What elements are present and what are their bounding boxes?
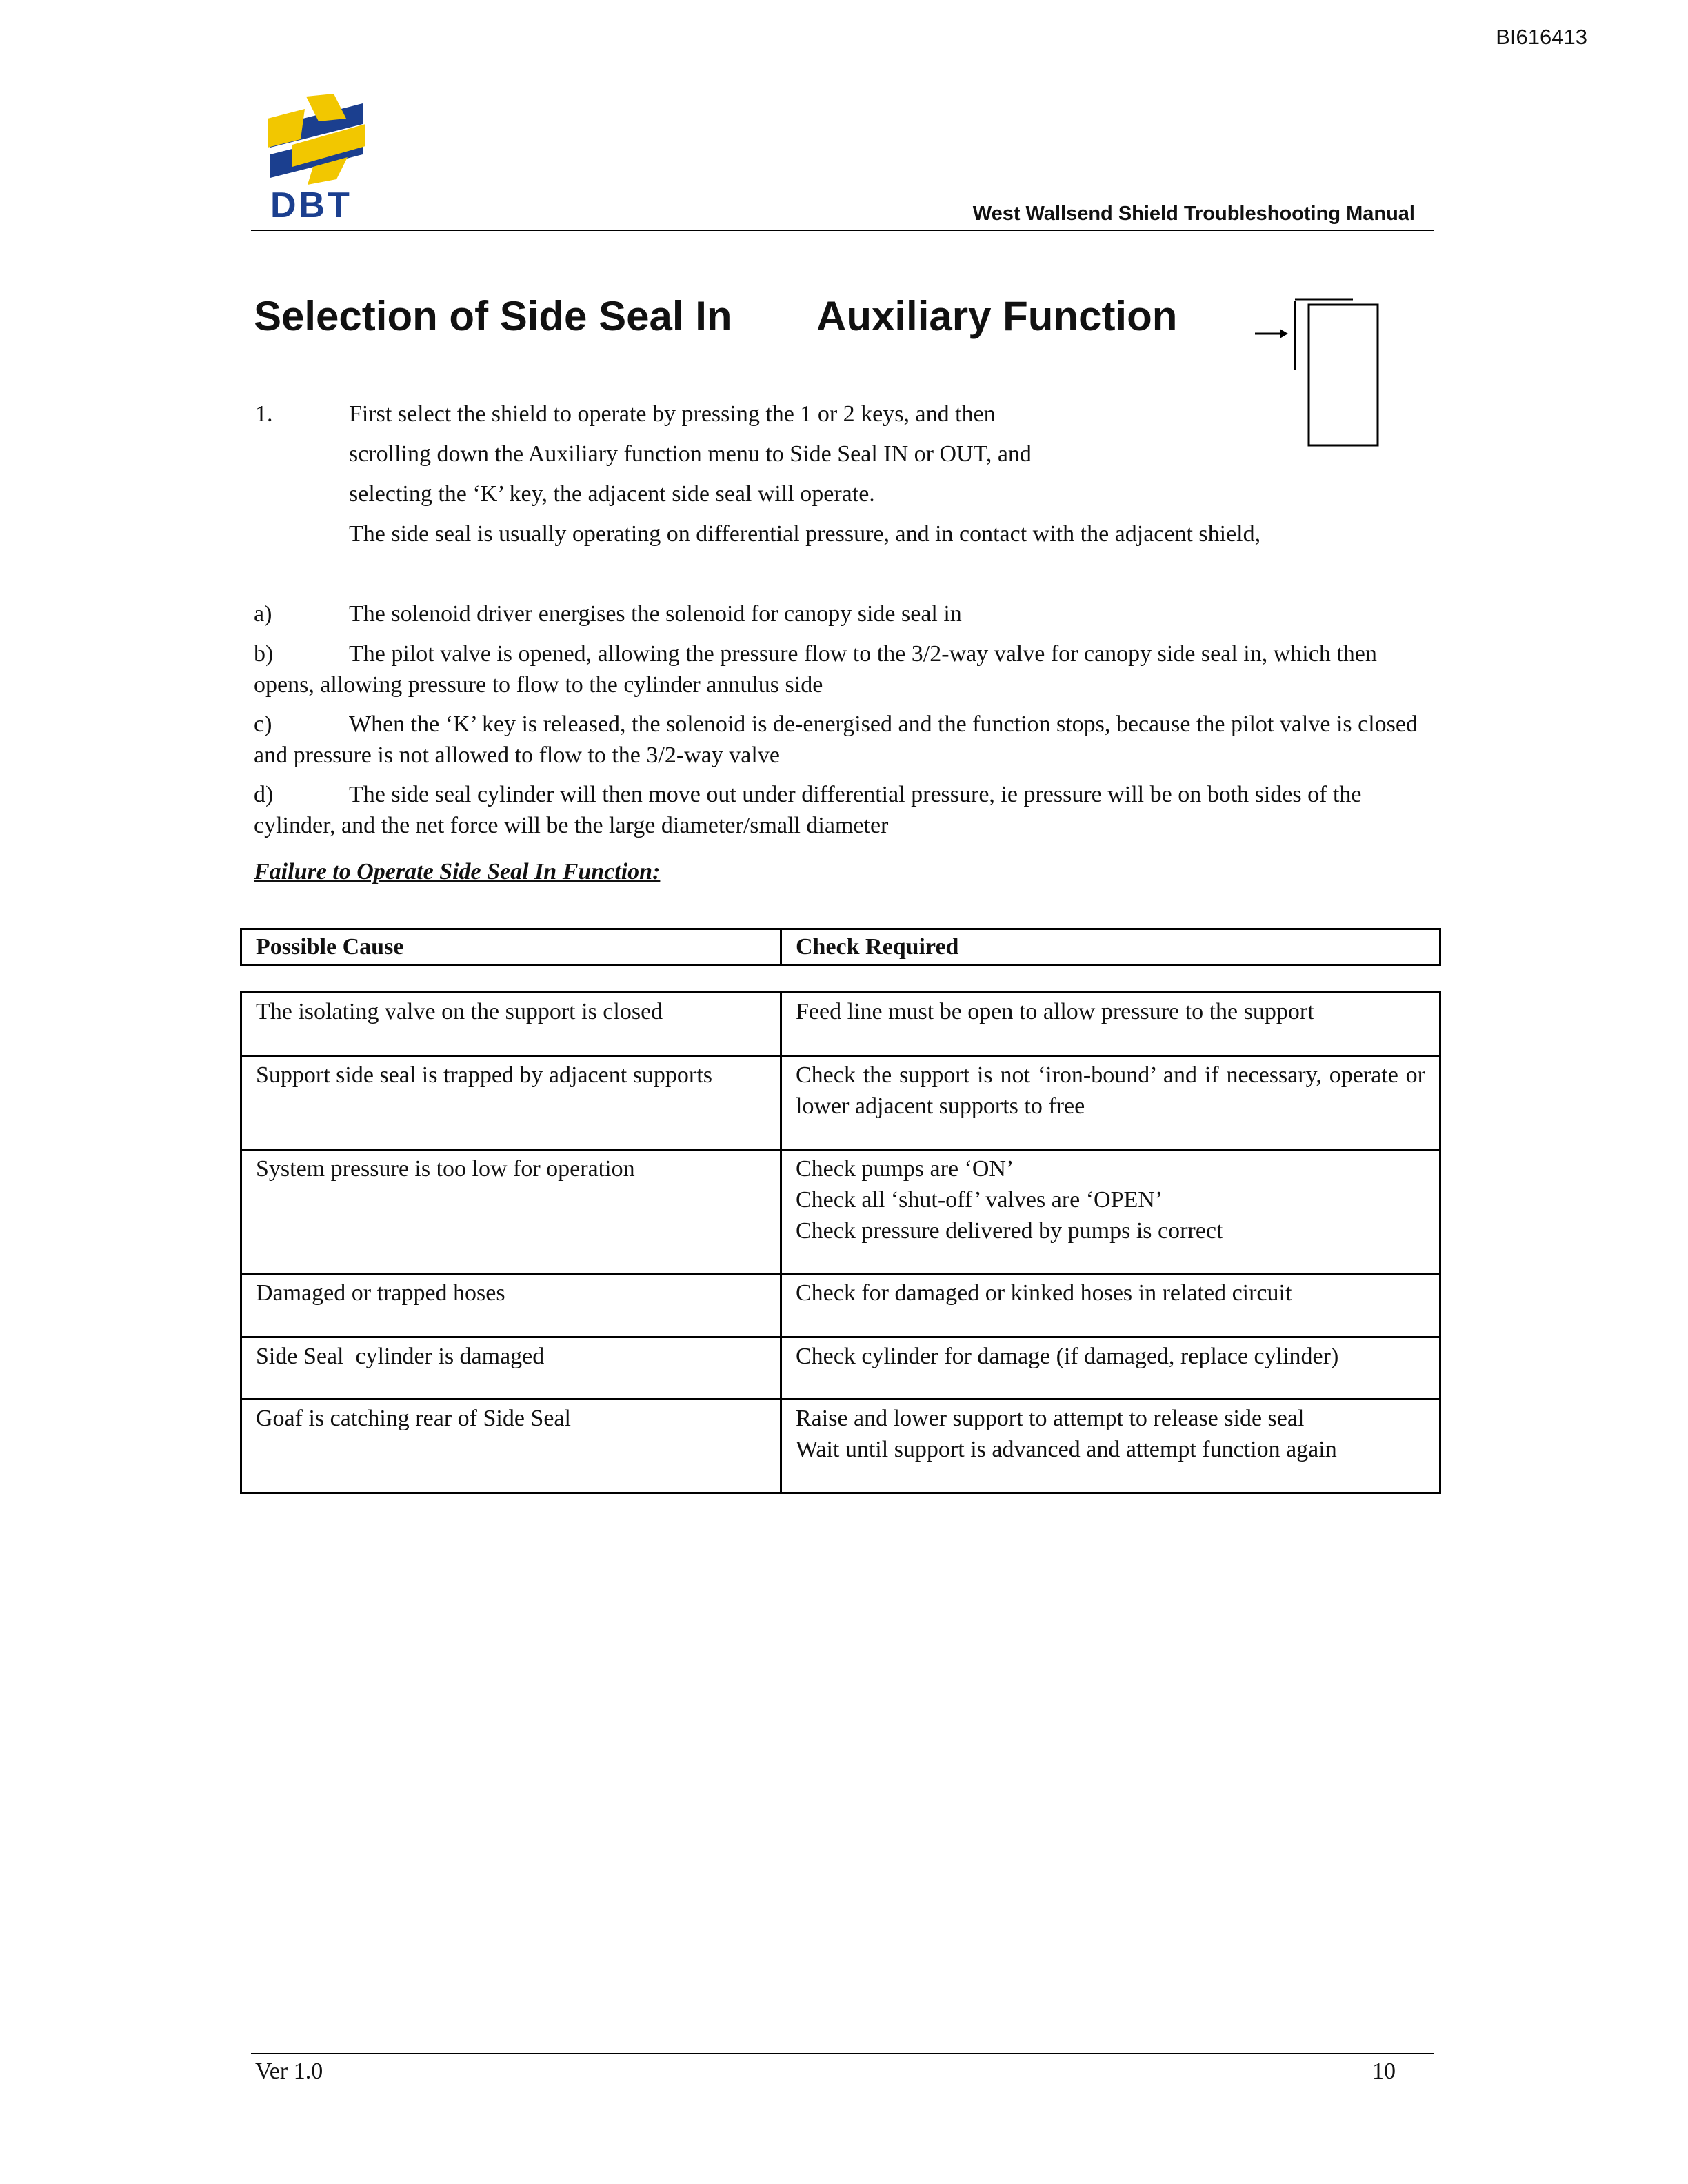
- table-header: [240, 928, 1441, 966]
- intro-line: selecting the ‘K’ key, the adjacent side seal will operate.: [349, 481, 875, 507]
- step-text: The pilot valve is opened, allowing the pressure flow to the 3/2-way valve for canopy side seal in, which then opens, allowing pressure to flow to the cylinder annulus side: [254, 641, 1377, 698]
- step-text: When the ‘K’ key is released, the solenoid is de-energised and the function stops, because the pilot valve is closed and pressure is not allowed to flow to the 3/2-way valve: [254, 711, 1418, 768]
- document-id: BI616413: [1496, 25, 1587, 49]
- intro-line: First select the shield to operate by pressing the 1 or 2 keys, and then: [349, 401, 996, 427]
- check-text: Raise and lower support to attempt to release side seal: [796, 1406, 1305, 1431]
- check-cell: [781, 1399, 1440, 1493]
- cause-cell: [241, 1150, 781, 1274]
- check-text: Wait until support is advanced and attempt function again: [796, 1437, 1337, 1462]
- table-row: [241, 1150, 1440, 1274]
- logo-text: DBT: [270, 185, 352, 225]
- check-cell: [781, 1056, 1440, 1150]
- cause-cell: [241, 1056, 781, 1150]
- check-text: Check all ‘shut-off’ valves are ‘OPEN’: [796, 1187, 1163, 1213]
- step-item: [254, 598, 1433, 629]
- check-text: Check cylinder for damage (if damaged, replace cylinder): [796, 1344, 1339, 1369]
- cause-cell: [241, 993, 781, 1056]
- footer-divider: [251, 2053, 1434, 2054]
- check-text: Check for damaged or kinked hoses in related circuit: [796, 1280, 1292, 1306]
- failure-heading: Failure to Operate Side Seal In Function:: [254, 859, 661, 884]
- cause-text: System pressure is too low for operation: [256, 1156, 635, 1182]
- cause-cell: [241, 1337, 781, 1399]
- step-label: c): [254, 711, 272, 737]
- table-row: [241, 1056, 1440, 1150]
- step-item: [254, 779, 1433, 841]
- cause-cell: [241, 1399, 781, 1493]
- step-text: The solenoid driver energises the solenoid for canopy side seal in: [349, 601, 962, 627]
- step-item: [254, 709, 1433, 771]
- check-cell: [781, 993, 1440, 1056]
- cause-text: Damaged or trapped hoses: [256, 1280, 505, 1306]
- header-title: West Wallsend Shield Troubleshooting Manual: [972, 203, 1415, 225]
- step-text: The side seal cylinder will then move out under differential pressure, ie pressure will be on both sides of the cylinder, and the net force will be the large diameter/small diameter: [254, 782, 1362, 838]
- step-label: a): [254, 601, 272, 627]
- intro-number: 1.: [255, 401, 273, 427]
- column-header-check: Check Required: [781, 929, 1440, 965]
- check-text: Check pressure delivered by pumps is correct: [796, 1218, 1223, 1244]
- page-title-function: Auxiliary Function: [816, 293, 1178, 339]
- check-text: Check pumps are ‘ON’: [796, 1156, 1014, 1182]
- check-cell: [781, 1274, 1440, 1337]
- intro-line: scrolling down the Auxiliary function menu to Side Seal IN or OUT, and: [349, 441, 1032, 467]
- check-text: Feed line must be open to allow pressure to the support: [796, 999, 1314, 1024]
- cause-text: The isolating valve on the support is closed: [256, 999, 663, 1024]
- cause-cell: [241, 1274, 781, 1337]
- footer-version: Ver 1.0: [255, 2059, 323, 2084]
- step-label: d): [254, 782, 274, 807]
- cause-text: Goaf is catching rear of Side Seal: [256, 1406, 571, 1431]
- page-title: Selection of Side Seal In: [254, 293, 732, 339]
- column-header-cause: Possible Cause: [241, 929, 781, 965]
- troubleshooting-table: [240, 991, 1441, 1494]
- side-seal-diagram: [1255, 290, 1407, 455]
- check-text: Check the support is not ‘iron-bound’ and if necessary, operate or lower adjacent supports to free: [796, 1062, 1425, 1119]
- table-row: [241, 993, 1440, 1056]
- cause-text: Support side seal is trapped by adjacent supports: [256, 1062, 712, 1088]
- header-divider: [251, 230, 1434, 231]
- table-row: [241, 1399, 1440, 1493]
- table-row: [241, 1274, 1440, 1337]
- check-cell: [781, 1337, 1440, 1399]
- intro-line: The side seal is usually operating on differential pressure, and in contact with the adjacent shield,: [349, 521, 1261, 547]
- step-item: [254, 638, 1433, 700]
- step-label: b): [254, 641, 274, 667]
- page-number: 10: [1372, 2059, 1396, 2084]
- cause-text: Side Seal cylinder is damaged: [256, 1344, 545, 1369]
- check-cell: [781, 1150, 1440, 1274]
- table-row: [241, 1337, 1440, 1399]
